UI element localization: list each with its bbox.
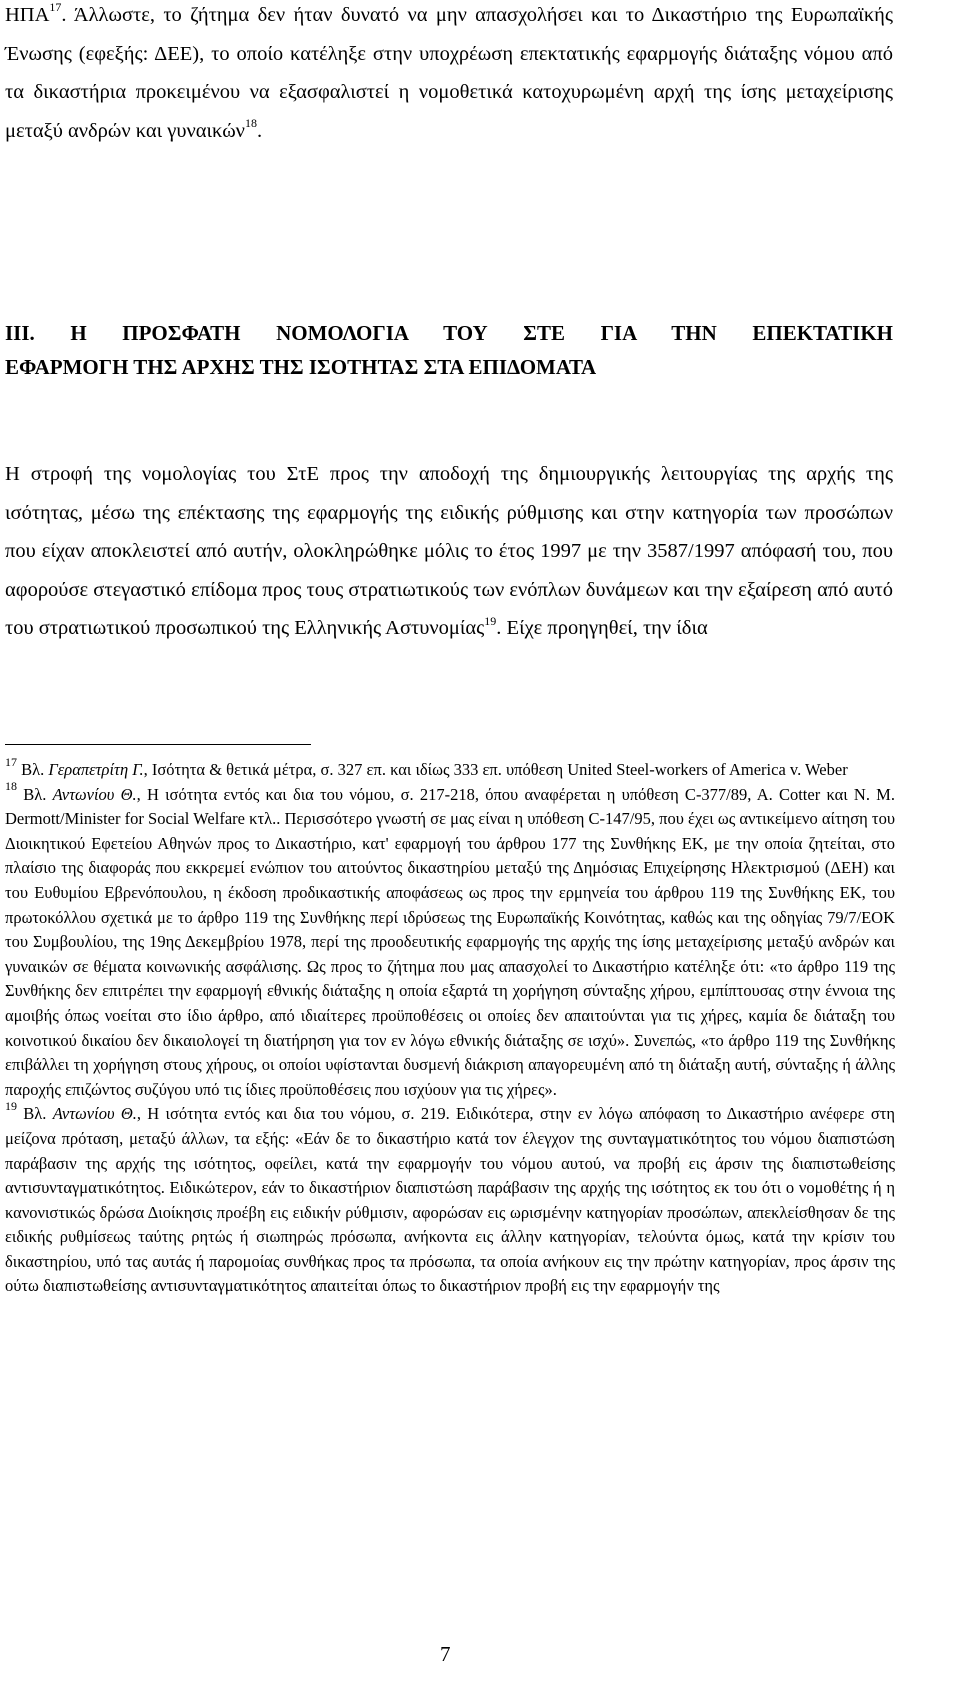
footnotes [5, 754, 895, 1299]
para2-text: Η στροφή της νομολογίας του ΣτΕ προς την αποδοχή της δημιουργικής λειτουργίας της αρχής της ισότητας, μέσω της επέκτασης της εφαρμογής της ειδικής ρύθμισης και στην κατηγορία των προσώπων που είχαν αποκλειστεί από αυτήν, ολοκληρώθηκε μόλις το έτος 1997 με την 3587/1997 απόφασή του, που αφορούσε στεγαστικό επίδομα προς τους στρατιωτικούς των ενόπλων δυνάμεων και την εξαίρεση από αυτό του στρατιωτικού προσωπικού της Ελληνικής Αστυνομίας [5, 463, 893, 640]
footnote-author: Αντωνίου Θ. [52, 1104, 137, 1124]
footnote-number: 18 [5, 779, 17, 794]
para2-end: . Είχε προηγηθεί, την ίδια [496, 617, 708, 640]
footnote-number: 17 [5, 754, 17, 769]
para1-text: . Άλλωστε, το ζήτημα δεν ήταν δυνατό να μην απασχολήσει και το Δικαστήριο της Ευρωπαϊκής Ένωσης (εφεξής: ΔΕΕ), το οποίο κατέληξε στην υποχρέωση επεκτατικής εφαρμογής διάταξης νόμου από τα δικαστήρια προκειμένου να εξασφαλιστεί η νομοθετικά κατοχυρωμένη αρχή της ίσης μεταχείρισης μεταξύ ανδρών και γυναικών [5, 4, 893, 142]
footnote-text: , Ισότητα & θετικά μέτρα, σ. 327 επ. και ιδίως 333 επ. υπόθεση United Steel-workers of America v. Weber [143, 760, 848, 779]
footnote-author: Αντωνίου Θ. [52, 784, 137, 804]
footnote-text: , Η ισότητα εντός και δια του νόμου, σ. 219. Ειδικότερα, στην εν λόγω απόφαση το Δικαστήριο ανέφερε στη μείζονα πρόταση, μεταξύ άλλων, τα εξής: «Εάν δε το δικαστήριο κατά τον έλεγχον της συνταγματικότητος του νόμου διαπιστώση παράβασιν της αρχής της ισότητος, οφείλει, κατά την εφαρμογήν του νόμου αυτού, να προβή εις άρσιν της διαπιστωθείσης αντισυνταγματικότητος. Ειδικώτερον, εάν το δικαστήριον διαπιστώση παράβασιν της αρχής της ισότητος εκ του ότι ο νομοθέτης ή η κανονιστικώς δρώσα Διοίκησις προέβη εις ειδικήν ρύθμισιν, αφορώσαν εις ωρισμένην κατηγορίαν προσώπων, απεκλείσθησαν δε της ειδικής ρυθμίσεως ταύτης ρητώς ή σιωπηρώς πρόσωπα, ανήκοντα εις άλλην κατηγορίαν, τελούντα όμως, κατά την κρίσιν του δικαστηρίου, υπό τας αυτάς ή παρομοίας συνθήκας προς τα πρόσωπα, τα οποία ανήκουν εις την πρώτην κατηγορίαν, προς άρσιν της ούτω διαπιστωθείσης αντισυνταγματικότητος απαιτείται όπως το δικαστήριον προβή εις την εφαρμογήν της [5, 1104, 895, 1296]
footnote-number: 19 [5, 1098, 17, 1113]
footnote-19 [5, 1098, 895, 1299]
footnote-prefix: Βλ. [17, 784, 53, 804]
heading-line-2: ΕΦΑΡΜΟΓΗ ΤΗΣ ΑΡΧΗΣ ΤΗΣ ΙΣΟΤΗΤΑΣ ΣΤΑ ΕΠΙΔΟΜΑΤΑ [5, 355, 597, 379]
body-paragraph-2 [5, 455, 893, 648]
footnote-ref-18[interactable]: 18 [244, 115, 257, 130]
footnote-prefix: Βλ. [17, 1104, 53, 1124]
para1-lead: ΗΠΑ [5, 4, 50, 26]
footnote-17 [5, 754, 895, 783]
footnote-author: Γεραπετρίτη Γ. [48, 760, 144, 779]
heading-line-1: ΙΙΙ. Η ΠΡΟΣΦΑΤΗ ΝΟΜΟΛΟΓΙΑ ΤΟΥ ΣΤΕ ΓΙΑ ΤΗΝ ΕΠΕΚΤΑΤΙΚΗ [5, 321, 893, 345]
footnote-ref-17[interactable]: 17 [49, 0, 62, 15]
footnote-text: , Η ισότητα εντός και δια του νόμου, σ. 217-218, όπου αναφέρεται η υπόθεση C-377/89, A. Cotter και N. M. Dermott/Minister for Social Welfare κτλ.. Περισσότερο γνωστή σε μας είναι η υπόθεση C-147/95, που έχει ως αντικείμενο αίτηση του Διοικητικού Εφετείου Αθηνών προς το Δικαστήριο, κατ' εφαρμογή του άρθρου 177 της Συνθήκης ΕΚ, με την οποία ζητείται, στο πλαίσιο της διαφοράς που εκκρεμεί ενώπιον του αιτούντος δικαστηρίου μεταξύ της Δημόσιας Επιχείρησης Ηλεκτρισμού (ΔΕΗ) και του Ευθυμίου Εβρενόπουλου, η έκδοση προδικαστικής αποφάσεως ως προς την ερμηνεία του άρθρου 119 της Συνθήκης ΕΚ, του πρωτοκόλλου σχετικά με το άρθρο 119 της Συνθήκης περί ιδρύσεως της Ευρωπαϊκής Κοινότητας, καθώς και της οδηγίας 79/7/ΕΟΚ του Συμβουλίου, της 19ης Δεκεμβρίου 1978, περί της προοδευτικής εφαρμογής της αρχής της ίσης μεταχείρισης μεταξύ ανδρών και γυναικών σε θέματα κοινωνικής ασφάλισης. Ως προς το ζήτημα που μας απασχολεί το Δικαστήριο κατέληξε ότι: «το άρθρο 119 της Συνθήκης δεν επιτρέπει την εφαρμογή εθνικής διάταξης η οποία εξαρτά τη χορήγηση σύνταξης χήρου, εμπίπτουσας στην έννοια της αμοιβής όπως νοείται στο ίδιο άρθρο, από ιδιαίτερες προϋποθέσεις οι οποίες δεν απαιτούνται για τις χήρες, καμία δε διάταξη του κοινοτικού δικαίου δεν δικαιολογεί τη διατήρηση για τον εν λόγω εθνικής διάταξης σε ισχύ». Συνεπώς, «το άρθρο 119 της Συνθήκης επιβάλλει τη χορήγηση στους χήρους, οι οποίοι υφίστανται δυσμενή διάκριση απαγορευμένη από τη διάταξη αυτή, σύνταξης ή άλλης παροχής επιζώντος συζύγου υπό τις ίδιες προϋποθέσεις που ισχύουν για τις χήρες». [5, 784, 895, 1099]
section-heading [5, 316, 893, 384]
body-paragraph-1 [5, 0, 893, 150]
page-number: 7 [440, 1642, 451, 1666]
para1-end: . [256, 119, 263, 142]
footnote-ref-19[interactable]: 19 [484, 613, 497, 628]
footnote-separator [5, 744, 311, 745]
footnote-prefix: Βλ. [17, 760, 49, 779]
footnote-18 [5, 779, 895, 1103]
